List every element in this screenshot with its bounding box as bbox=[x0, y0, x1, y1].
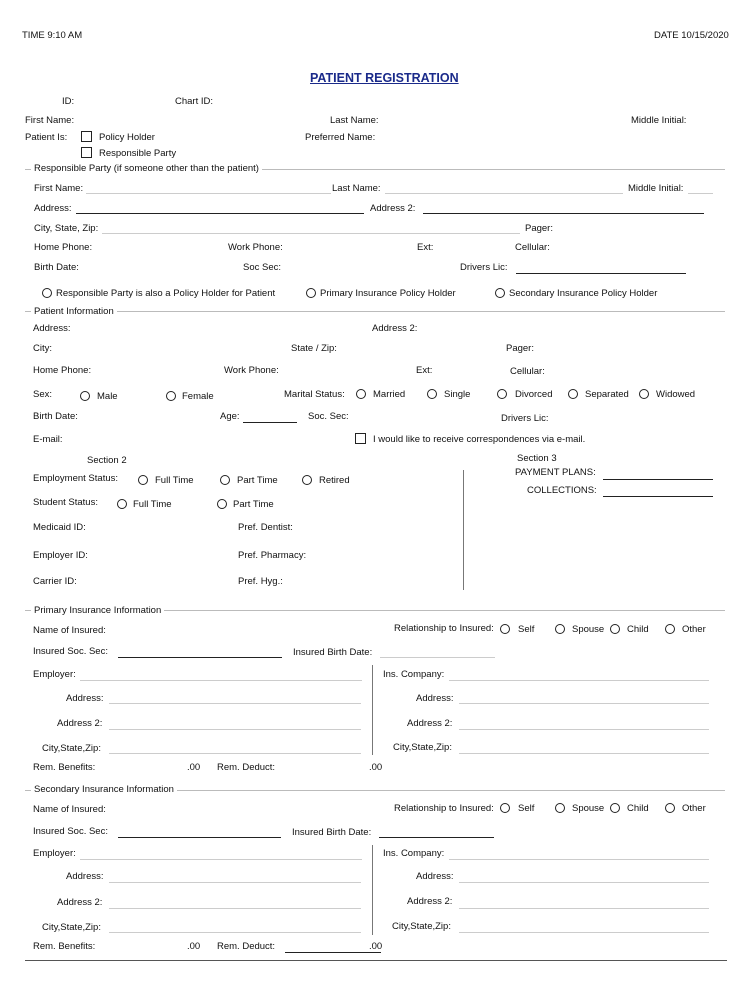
s-emp-address-field[interactable] bbox=[109, 882, 361, 883]
rp-drivers-lic-label: Drivers Lic: bbox=[460, 262, 508, 273]
s-ins-city-field[interactable] bbox=[459, 932, 709, 933]
married-radio[interactable] bbox=[356, 389, 366, 399]
patient-info-heading: Patient Information bbox=[31, 306, 117, 317]
p-name-insured-label: Name of Insured: bbox=[33, 625, 106, 636]
chart-id-label: Chart ID: bbox=[175, 96, 214, 107]
s-ins-company-field[interactable] bbox=[449, 859, 709, 860]
rp-first-name-field[interactable] bbox=[86, 193, 331, 194]
female-label: Female bbox=[182, 391, 214, 402]
rp-last-name-field[interactable] bbox=[385, 193, 623, 194]
married-label: Married bbox=[373, 389, 406, 400]
section2-heading: Section 2 bbox=[87, 455, 127, 466]
pi-home-phone-label: Home Phone: bbox=[33, 365, 92, 376]
page-title: PATIENT REGISTRATION bbox=[310, 71, 459, 85]
column-separator bbox=[372, 845, 373, 935]
s-employer-field[interactable] bbox=[80, 859, 362, 860]
pi-work-phone-label: Work Phone: bbox=[224, 365, 279, 376]
responsible-party-heading: Responsible Party (if someone other than the patient) bbox=[31, 163, 262, 174]
rp-ext-label: Ext: bbox=[417, 242, 434, 253]
s-rem-deduct-field[interactable] bbox=[285, 952, 381, 953]
p-insured-soc-sec-label: Insured Soc. Sec: bbox=[33, 646, 108, 657]
preferred-name-label: Preferred Name: bbox=[305, 132, 376, 143]
s-emp-city-field[interactable] bbox=[109, 932, 361, 933]
rp-soc-sec-label: Soc Sec: bbox=[243, 262, 282, 273]
p-ins-company-label: Ins. Company: bbox=[383, 669, 445, 680]
pi-birth-date-label: Birth Date: bbox=[33, 411, 78, 422]
pi-soc-sec-label: Soc. Sec: bbox=[308, 411, 349, 422]
primary-insurance-heading: Primary Insurance Information bbox=[31, 605, 164, 616]
p-insured-birth-field[interactable] bbox=[380, 657, 495, 658]
single-radio[interactable] bbox=[427, 389, 437, 399]
p-insured-birth-label: Insured Birth Date: bbox=[293, 647, 373, 658]
p-ins-company-field[interactable] bbox=[449, 680, 709, 681]
employer-id-label: Employer ID: bbox=[33, 550, 88, 561]
email-opt-checkbox[interactable] bbox=[355, 433, 366, 444]
age-label: Age: bbox=[220, 411, 240, 422]
s-ins-address-label: Address: bbox=[416, 871, 454, 882]
rp-drivers-lic-field[interactable] bbox=[516, 273, 686, 274]
patient-is-label: Patient Is: bbox=[25, 132, 68, 143]
collections-field[interactable] bbox=[603, 496, 713, 497]
collections-label: COLLECTIONS: bbox=[527, 485, 597, 496]
widowed-label: Widowed bbox=[656, 389, 696, 400]
policy-holder-checkbox[interactable] bbox=[81, 131, 92, 142]
pi-ext-label: Ext: bbox=[416, 365, 433, 376]
pi-drivers-lic-label: Drivers Lic: bbox=[501, 413, 549, 424]
primary-holder-label: Primary Insurance Policy Holder bbox=[320, 288, 456, 299]
rp-first-name-label: First Name: bbox=[34, 183, 84, 194]
male-radio[interactable] bbox=[80, 391, 90, 401]
first-name-label: First Name: bbox=[25, 115, 75, 126]
separated-radio[interactable] bbox=[568, 389, 578, 399]
p-ins-address-label: Address: bbox=[416, 693, 454, 704]
retired-radio[interactable] bbox=[302, 475, 312, 485]
p-ins-city-label: City,State,Zip: bbox=[393, 742, 452, 753]
p-self-label: Self bbox=[518, 624, 535, 635]
pi-address-label: Address: bbox=[33, 323, 71, 334]
rp-pager-label: Pager: bbox=[525, 223, 553, 234]
s-relationship-label: Relationship to Insured: bbox=[394, 803, 494, 814]
payment-plans-field[interactable] bbox=[603, 479, 713, 480]
p-ins-address-field[interactable] bbox=[459, 703, 709, 704]
separated-label: Separated bbox=[585, 389, 629, 400]
p-emp-address2-field[interactable] bbox=[109, 729, 361, 730]
emp-part-time-label: Part Time bbox=[237, 475, 278, 486]
p-rem-deduct-label: Rem. Deduct: bbox=[217, 762, 276, 773]
s-rem-benefits-label: Rem. Benefits: bbox=[33, 941, 96, 952]
marital-status-label: Marital Status: bbox=[284, 389, 345, 400]
s-insured-soc-sec-label: Insured Soc. Sec: bbox=[33, 826, 108, 837]
sex-label: Sex: bbox=[33, 389, 53, 400]
s-self-label: Self bbox=[518, 803, 535, 814]
s-ins-city-label: City,State,Zip: bbox=[392, 921, 451, 932]
medicaid-id-label: Medicaid ID: bbox=[33, 522, 86, 533]
rp-last-name-label: Last Name: bbox=[332, 183, 381, 194]
p-rem-deduct-value: .00 bbox=[369, 762, 383, 773]
female-radio[interactable] bbox=[166, 391, 176, 401]
rp-address2-label: Address 2: bbox=[370, 203, 416, 214]
retired-label: Retired bbox=[319, 475, 350, 486]
employment-status-label: Employment Status: bbox=[33, 473, 119, 484]
pi-cellular-label: Cellular: bbox=[510, 366, 545, 377]
s-employer-label: Employer: bbox=[33, 848, 76, 859]
emp-full-time-radio[interactable] bbox=[138, 475, 148, 485]
s-rem-deduct-value: .00 bbox=[369, 941, 383, 952]
age-field[interactable] bbox=[243, 422, 297, 423]
s-other-radio[interactable] bbox=[665, 803, 675, 813]
p-emp-city-field[interactable] bbox=[109, 753, 361, 754]
p-employer-field[interactable] bbox=[80, 680, 362, 681]
p-rem-benefits-value: .00 bbox=[187, 762, 201, 773]
s-insured-soc-sec-field[interactable] bbox=[118, 837, 281, 838]
p-employer-label: Employer: bbox=[33, 669, 76, 680]
widowed-radio[interactable] bbox=[639, 389, 649, 399]
stu-full-time-label: Full Time bbox=[133, 499, 172, 510]
secondary-holder-radio[interactable] bbox=[495, 288, 505, 298]
s-spouse-label: Spouse bbox=[572, 803, 605, 814]
single-label: Single bbox=[444, 389, 471, 400]
pi-state-zip-label: State / Zip: bbox=[291, 343, 337, 354]
emp-part-time-radio[interactable] bbox=[220, 475, 230, 485]
resp-policy-holder-radio[interactable] bbox=[42, 288, 52, 298]
stu-full-time-radio[interactable] bbox=[117, 499, 127, 509]
p-emp-city-label: City,State,Zip: bbox=[42, 743, 101, 754]
p-other-radio[interactable] bbox=[665, 624, 675, 634]
time-stamp: TIME 9:10 AM bbox=[22, 30, 83, 41]
p-ins-address2-label: Address 2: bbox=[407, 718, 453, 729]
divorced-label: Divorced bbox=[515, 389, 553, 400]
s-ins-address-field[interactable] bbox=[459, 882, 709, 883]
pi-city-label: City: bbox=[33, 343, 52, 354]
column-separator bbox=[372, 665, 373, 755]
secondary-insurance-heading: Secondary Insurance Information bbox=[31, 784, 177, 795]
p-other-label: Other bbox=[682, 624, 706, 635]
last-name-label: Last Name: bbox=[330, 115, 379, 126]
s-rem-benefits-value: .00 bbox=[187, 941, 201, 952]
rp-address-field[interactable] bbox=[76, 213, 364, 214]
pi-pager-label: Pager: bbox=[506, 343, 534, 354]
p-ins-address2-field[interactable] bbox=[459, 729, 709, 730]
p-emp-address-label: Address: bbox=[66, 693, 104, 704]
id-label: ID: bbox=[62, 96, 75, 107]
stu-part-time-label: Part Time bbox=[233, 499, 274, 510]
pi-address2-label: Address 2: bbox=[372, 323, 418, 334]
pref-hyg-label: Pref. Hyg.: bbox=[238, 576, 283, 587]
section-divider bbox=[25, 311, 725, 312]
p-emp-address2-label: Address 2: bbox=[57, 718, 103, 729]
rp-home-phone-label: Home Phone: bbox=[34, 242, 93, 253]
section-separator bbox=[463, 470, 464, 590]
s-ins-address2-label: Address 2: bbox=[407, 896, 453, 907]
middle-initial-label: Middle Initial: bbox=[631, 115, 687, 126]
rp-city-state-zip-label: City, State, Zip: bbox=[34, 223, 99, 234]
p-self-radio[interactable] bbox=[500, 624, 510, 634]
payment-plans-label: PAYMENT PLANS: bbox=[515, 467, 596, 478]
email-label: E-mail: bbox=[33, 434, 63, 445]
p-relationship-label: Relationship to Insured: bbox=[394, 623, 494, 634]
pref-dentist-label: Pref. Dentist: bbox=[238, 522, 293, 533]
resp-policy-holder-label: Responsible Party is also a Policy Holder for Patient bbox=[56, 288, 276, 299]
secondary-holder-label: Secondary Insurance Policy Holder bbox=[509, 288, 658, 299]
p-child-radio[interactable] bbox=[610, 624, 620, 634]
s-ins-company-label: Ins. Company: bbox=[383, 848, 445, 859]
policy-holder-label: Policy Holder bbox=[99, 132, 155, 143]
s-rem-deduct-label: Rem. Deduct: bbox=[217, 941, 276, 952]
s-child-radio[interactable] bbox=[610, 803, 620, 813]
p-spouse-label: Spouse bbox=[572, 624, 605, 635]
s-emp-address2-label: Address 2: bbox=[57, 897, 103, 908]
s-insured-birth-label: Insured Birth Date: bbox=[292, 827, 372, 838]
responsible-party-checkbox[interactable] bbox=[81, 147, 92, 158]
s-self-radio[interactable] bbox=[500, 803, 510, 813]
s-emp-address2-field[interactable] bbox=[109, 908, 361, 909]
s-insured-birth-field[interactable] bbox=[379, 837, 494, 838]
responsible-party-label: Responsible Party bbox=[99, 148, 177, 159]
primary-holder-radio[interactable] bbox=[306, 288, 316, 298]
rp-cellular-label: Cellular: bbox=[515, 242, 550, 253]
stu-part-time-radio[interactable] bbox=[217, 499, 227, 509]
rp-address-label: Address: bbox=[34, 203, 72, 214]
rp-middle-initial-field[interactable] bbox=[688, 193, 713, 194]
student-status-label: Student Status: bbox=[33, 497, 98, 508]
rp-birth-date-label: Birth Date: bbox=[34, 262, 79, 273]
s-emp-address-label: Address: bbox=[66, 871, 104, 882]
male-label: Male bbox=[97, 391, 118, 402]
s-child-label: Child bbox=[627, 803, 649, 814]
email-opt-label: I would like to receive correspondences via e-mail. bbox=[373, 434, 586, 445]
divorced-radio[interactable] bbox=[497, 389, 507, 399]
carrier-id-label: Carrier ID: bbox=[33, 576, 77, 587]
rp-address2-field[interactable] bbox=[423, 213, 704, 214]
s-emp-city-label: City,State,Zip: bbox=[42, 922, 101, 933]
s-name-insured-label: Name of Insured: bbox=[33, 804, 106, 815]
p-rem-benefits-label: Rem. Benefits: bbox=[33, 762, 96, 773]
p-child-label: Child bbox=[627, 624, 649, 635]
rp-city-state-zip-field[interactable] bbox=[102, 233, 520, 234]
s-ins-address2-field[interactable] bbox=[459, 908, 709, 909]
rp-work-phone-label: Work Phone: bbox=[228, 242, 283, 253]
page-bottom-rule bbox=[25, 960, 727, 961]
date-stamp: DATE 10/15/2020 bbox=[654, 30, 729, 41]
p-spouse-radio[interactable] bbox=[555, 624, 565, 634]
s-spouse-radio[interactable] bbox=[555, 803, 565, 813]
section3-heading: Section 3 bbox=[517, 453, 557, 464]
pref-pharmacy-label: Pref. Pharmacy: bbox=[238, 550, 307, 561]
rp-middle-initial-label: Middle Initial: bbox=[628, 183, 684, 194]
p-ins-city-field[interactable] bbox=[459, 753, 709, 754]
emp-full-time-label: Full Time bbox=[155, 475, 194, 486]
p-insured-soc-sec-field[interactable] bbox=[118, 657, 282, 658]
p-emp-address-field[interactable] bbox=[109, 703, 361, 704]
s-other-label: Other bbox=[682, 803, 706, 814]
